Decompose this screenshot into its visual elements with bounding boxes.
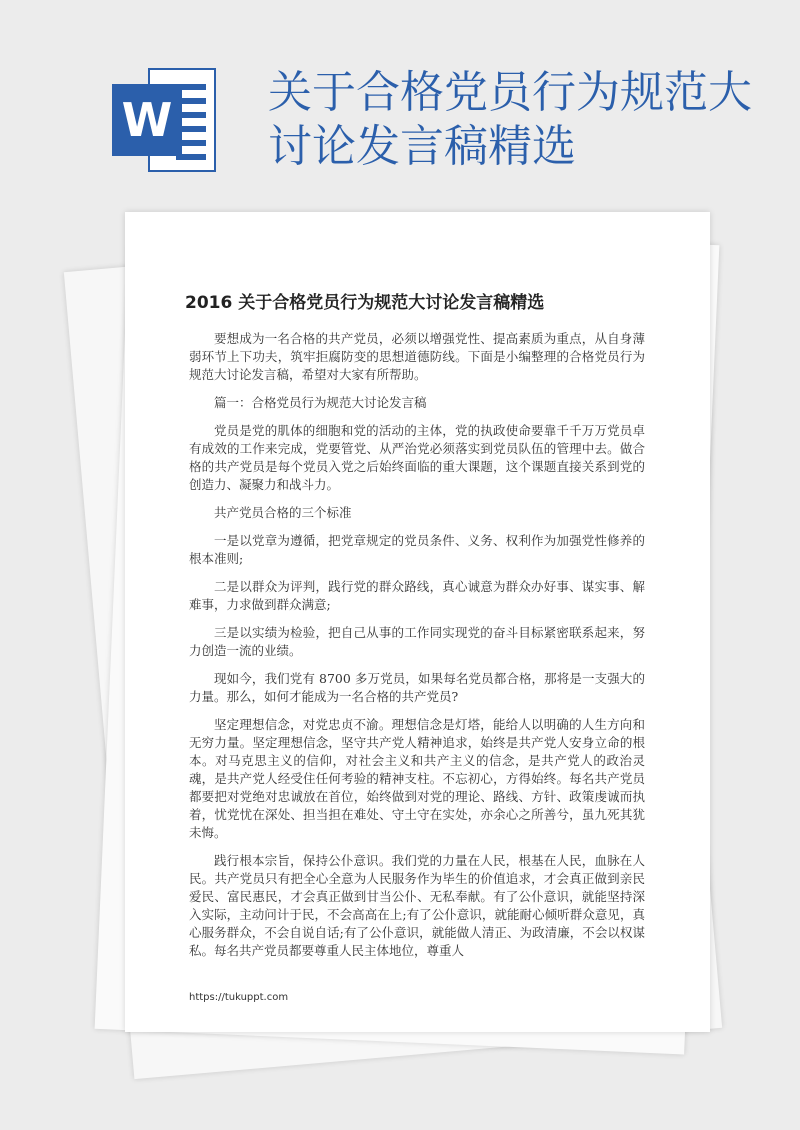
section-heading-standards: 共产党员合格的三个标准 bbox=[214, 505, 352, 520]
document-body bbox=[189, 330, 645, 970]
paragraph: 践行根本宗旨，保持公仆意识。我们党的力量在人民，根基在人民，血脉在人民。共产党员只有把全心全意为人民服务作为毕生的价值追求，才会真正做到亲民爱民、富民惠民，才会真正做到甘当公仆、无私奉献。有了公仆意识，就能坚持深入实际，主动问计于民，不会高高在上;有了公仆意识，就能耐心倾听群众意见，真心服务群众，不会自说自话;有了公仆意识，就能做人清正、为政清廉，不会以权谋私。每名共产党员都要尊重人民主体地位，尊重人 bbox=[189, 853, 645, 958]
paragraph: 二是以群众为评判，践行党的群众路线，真心诚意为群众办好事、谋实事、解难事，力求做到群众满意; bbox=[189, 579, 645, 612]
paragraph: 现如今，我们党有 8700 多万党员，如果每名党员都合格，那将是一支强大的力量。那么，如何才能成为一名合格的共产党员? bbox=[189, 671, 645, 704]
paragraph-intro: 要想成为一名合格的共产党员，必须以增强党性、提高素质为重点，从自身薄弱环节上下功夫，筑牢拒腐防变的思想道德防线。下面是小编整理的合格党员行为规范大讨论发言稿，希望对大家有所帮助。 bbox=[189, 331, 645, 382]
word-letter-badge: W bbox=[112, 84, 182, 156]
section-heading-part-one: 篇一：合格党员行为规范大讨论发言稿 bbox=[214, 395, 427, 410]
paragraph: 坚定理想信念，对党忠贞不渝。理想信念是灯塔，能给人以明确的人生方向和无穷力量。坚定理想信念，坚守共产党人精神追求，始终是共产党人安身立命的根本。对马克思主义的信仰，对社会主义和共产主义的信念，是共产党人的政治灵魂，是共产党人经受住任何考验的精神支柱。不忘初心，方得始终。每名共产党员都要把对党绝对忠诚放在首位，始终做到对党的理论、路线、方针、政策虔诚而执着，忧党忧在深处、担当担在难处、守土守在实处，亦余心之所善兮，虽九死其犹未悔。 bbox=[189, 717, 645, 840]
page-title: 关于合格党员行为规范大讨论发言稿精选 bbox=[268, 67, 752, 172]
word-document-icon bbox=[112, 68, 216, 172]
paragraph: 一是以党章为遵循，把党章规定的党员条件、义务、权利作为加强党性修养的根本准则; bbox=[189, 533, 645, 566]
document-page bbox=[125, 212, 710, 1032]
paragraph: 党员是党的肌体的细胞和党的活动的主体，党的执政使命要靠千千万万党员卓有成效的工作来完成，党要管党、从严治党必须落实到党员队伍的管理中去。做合格的共产党员是每个党员入党之后始终面临的重大课题，这个课题直接关系到党的创造力、凝聚力和战斗力。 bbox=[189, 423, 645, 492]
document-title: 2016 关于合格党员行为规范大讨论发言稿精选 bbox=[185, 293, 545, 313]
paragraph: 三是以实绩为检验，把自己从事的工作同实现党的奋斗目标紧密联系起来，努力创造一流的业绩。 bbox=[189, 625, 645, 658]
footer-url: https://tukuppt.com bbox=[189, 992, 289, 1003]
